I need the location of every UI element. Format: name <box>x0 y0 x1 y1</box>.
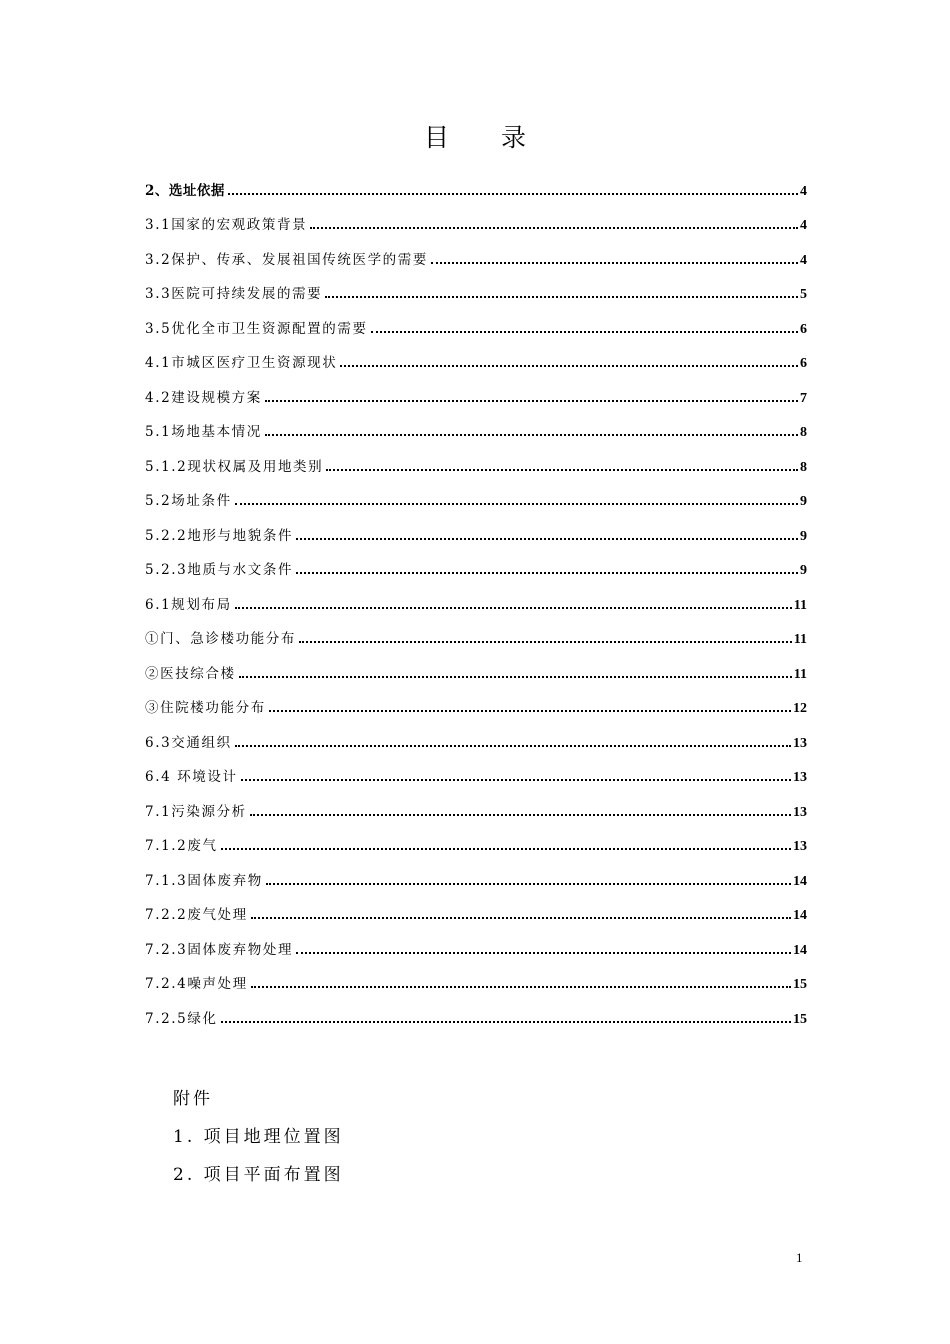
toc-entry[interactable] <box>145 690 807 725</box>
toc-entry-page: 6 <box>800 321 807 337</box>
toc-dot-leader <box>266 883 791 885</box>
toc-entry[interactable] <box>145 310 807 345</box>
toc-entry-page: 13 <box>793 735 807 751</box>
toc-entry[interactable] <box>145 448 807 483</box>
toc-entry-page: 13 <box>793 804 807 820</box>
toc-dot-leader <box>235 607 792 609</box>
table-of-contents <box>145 172 807 1035</box>
toc-entry[interactable] <box>145 241 807 276</box>
toc-entry[interactable] <box>145 759 807 794</box>
toc-dot-leader <box>326 469 798 471</box>
toc-dot-leader <box>299 641 792 643</box>
toc-entry[interactable] <box>145 655 807 690</box>
toc-entry[interactable] <box>145 862 807 897</box>
toc-entry-page: 12 <box>793 701 807 717</box>
toc-dot-leader <box>340 365 798 367</box>
toc-entry[interactable] <box>145 586 807 621</box>
toc-entry-page: 11 <box>793 666 807 682</box>
attachment-item: 1. 项目地理位置图 <box>173 1127 344 1147</box>
toc-entry-page: 9 <box>800 494 807 510</box>
toc-dot-leader <box>265 400 798 402</box>
toc-dot-leader <box>325 296 798 298</box>
toc-entry[interactable] <box>145 207 807 242</box>
toc-entry-label: ②医技综合楼 <box>145 665 236 682</box>
toc-entry-page: 9 <box>800 563 807 579</box>
toc-dot-leader <box>269 710 791 712</box>
toc-dot-leader <box>310 227 798 229</box>
toc-dot-leader <box>235 745 791 747</box>
toc-dot-leader <box>371 331 798 333</box>
toc-entry-label: 7.2.3固体废弃物处理 <box>145 941 294 958</box>
toc-entry-page: 6 <box>800 356 807 372</box>
toc-entry-label: 2、选址依据 <box>145 182 225 199</box>
toc-entry-label: 4.2建设规模方案 <box>145 389 262 406</box>
toc-entry-label: 6.1规划布局 <box>145 596 232 613</box>
toc-entry[interactable] <box>145 793 807 828</box>
toc-entry-label: ③住院楼功能分布 <box>145 700 266 717</box>
toc-entry-label: 7.2.2废气处理 <box>145 907 248 924</box>
toc-entry-page: 14 <box>793 908 807 924</box>
toc-entry-label: 5.1.2现状权属及用地类别 <box>145 458 324 475</box>
toc-entry[interactable] <box>145 483 807 518</box>
toc-dot-leader <box>431 262 798 264</box>
toc-entry-label: 7.2.5绿化 <box>145 1010 218 1027</box>
toc-entry-label: 4.1市城区医疗卫生资源现状 <box>145 355 338 372</box>
toc-entry[interactable] <box>145 931 807 966</box>
toc-entry-page: 4 <box>800 218 807 234</box>
toc-dot-leader <box>241 779 791 781</box>
toc-dot-leader <box>251 986 791 988</box>
toc-entry[interactable] <box>145 897 807 932</box>
toc-entry[interactable] <box>145 828 807 863</box>
toc-entry-label: 6.4 环境设计 <box>145 769 238 786</box>
toc-entry-page: 8 <box>800 459 807 475</box>
toc-entry[interactable] <box>145 379 807 414</box>
toc-dot-leader <box>221 1021 791 1023</box>
toc-entry[interactable] <box>145 276 807 311</box>
toc-entry-label: 7.1.2废气 <box>145 838 218 855</box>
toc-entry-label: 5.1场地基本情况 <box>145 424 262 441</box>
toc-dot-leader <box>228 193 798 195</box>
toc-entry-label: 7.1.3固体废弃物 <box>145 872 263 889</box>
toc-entry[interactable] <box>145 517 807 552</box>
toc-entry-label: 7.1污染源分析 <box>145 803 247 820</box>
toc-entry-label: ①门、急诊楼功能分布 <box>145 631 296 648</box>
toc-entry-label: 3.5优化全市卫生资源配置的需要 <box>145 320 368 337</box>
toc-entry-label: 6.3交通组织 <box>145 734 232 751</box>
toc-entry[interactable] <box>145 345 807 380</box>
toc-dot-leader <box>265 434 798 436</box>
toc-entry-page: 9 <box>800 528 807 544</box>
toc-entry-label: 3.2保护、传承、发展祖国传统医学的需要 <box>145 251 428 268</box>
toc-dot-leader <box>296 952 791 954</box>
toc-entry[interactable] <box>145 414 807 449</box>
toc-dot-leader <box>296 538 798 540</box>
toc-dot-leader <box>250 814 791 816</box>
toc-entry-label: 5.2.3地质与水文条件 <box>145 562 294 579</box>
toc-entry-label: 7.2.4噪声处理 <box>145 976 248 993</box>
toc-entry[interactable] <box>145 552 807 587</box>
toc-entry[interactable] <box>145 1000 807 1035</box>
toc-dot-leader <box>221 848 791 850</box>
attachment-item: 2. 项目平面布置图 <box>173 1165 344 1185</box>
toc-entry[interactable] <box>145 724 807 759</box>
toc-entry[interactable] <box>145 172 807 207</box>
toc-entry[interactable] <box>145 966 807 1001</box>
toc-entry-page: 4 <box>800 183 807 199</box>
toc-entry[interactable] <box>145 621 807 656</box>
toc-entry-page: 13 <box>793 839 807 855</box>
toc-entry-page: 5 <box>800 287 807 303</box>
toc-dot-leader <box>251 917 791 919</box>
toc-entry-page: 4 <box>800 252 807 268</box>
attachments-heading: 附件 <box>173 1089 213 1109</box>
toc-entry-page: 11 <box>793 632 807 648</box>
toc-entry-page: 15 <box>793 1011 807 1027</box>
toc-entry-page: 15 <box>793 977 807 993</box>
toc-entry-label: 5.2.2地形与地貌条件 <box>145 527 294 544</box>
toc-dot-leader <box>235 503 798 505</box>
toc-entry-label: 3.3医院可持续发展的需要 <box>145 286 323 303</box>
toc-entry-page: 8 <box>800 425 807 441</box>
toc-entry-page: 7 <box>800 390 807 406</box>
toc-entry-page: 13 <box>793 770 807 786</box>
toc-entry-label: 3.1国家的宏观政策背景 <box>145 217 308 234</box>
attachments-section <box>173 1080 344 1194</box>
toc-dot-leader <box>296 572 798 574</box>
page-number: 1 <box>796 1250 803 1265</box>
page-title: 目 录 <box>424 123 548 152</box>
toc-entry-label: 5.2场址条件 <box>145 493 232 510</box>
toc-entry-page: 14 <box>793 942 807 958</box>
toc-entry-page: 14 <box>793 873 807 889</box>
toc-entry-page: 11 <box>793 597 807 613</box>
toc-dot-leader <box>239 676 792 678</box>
